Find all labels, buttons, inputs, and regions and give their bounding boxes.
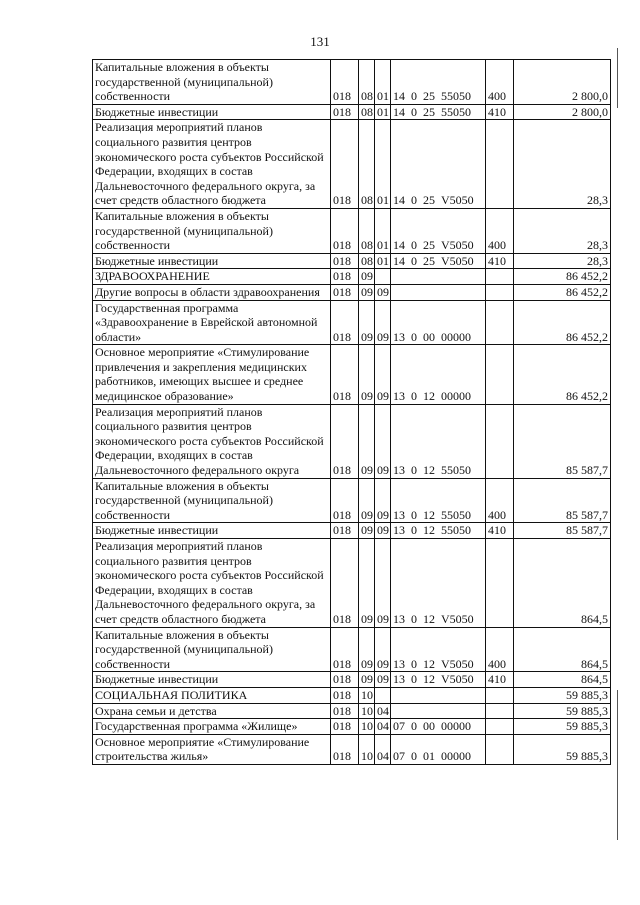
vr-code-cell: 400: [486, 627, 514, 672]
row-name-cell: Бюджетные инвестиции: [93, 104, 331, 120]
gr-code-cell: 018: [331, 104, 359, 120]
rz-code-cell: 08: [359, 208, 375, 253]
csr-code-part: 07: [393, 749, 405, 764]
pr-code-cell: 01: [375, 253, 391, 269]
csr-code-part: 55050: [441, 104, 471, 119]
gr-code-cell: 018: [331, 719, 359, 735]
gr-code-cell: 018: [331, 703, 359, 719]
vr-code-cell: 400: [486, 478, 514, 523]
csr-code-cell: [391, 523, 486, 539]
amount-cell: 28,3: [514, 253, 611, 269]
gr-code-cell: 018: [331, 404, 359, 478]
csr-code-part: 25: [423, 89, 435, 104]
csr-code-cell: [391, 478, 486, 523]
csr-code-cell: [391, 269, 486, 285]
csr-code-part: 00000: [441, 719, 471, 734]
csr-code-part: 0: [411, 656, 417, 671]
gr-code-cell: 018: [331, 539, 359, 628]
csr-code-part: 00000: [441, 329, 471, 344]
csr-code-part: 0: [411, 463, 417, 478]
gr-code-cell: 018: [331, 269, 359, 285]
gr-code-cell: 018: [331, 60, 359, 105]
vr-code-cell: [486, 300, 514, 345]
csr-code-part: 14: [393, 104, 405, 119]
csr-code-part: 13: [393, 389, 405, 404]
rz-code-cell: 09: [359, 627, 375, 672]
csr-code-cell: [391, 539, 486, 628]
csr-code-part: 07: [393, 719, 405, 734]
csr-code-cell: [391, 60, 486, 105]
rz-code-cell: 10: [359, 734, 375, 764]
rz-code-cell: 09: [359, 269, 375, 285]
csr-code-part: 12: [423, 523, 435, 538]
vr-code-cell: [486, 719, 514, 735]
vr-code-cell: [486, 345, 514, 404]
csr-code-part: 0: [411, 719, 417, 734]
rz-code-cell: 10: [359, 719, 375, 735]
csr-code-part: 25: [423, 193, 435, 208]
gr-code-cell: 018: [331, 627, 359, 672]
table-row: [93, 345, 611, 404]
csr-code-part: 01: [423, 749, 435, 764]
row-name-cell: Капитальные вложения в объекты государственной (муниципальной) собственности: [93, 60, 331, 105]
rz-code-cell: 09: [359, 404, 375, 478]
amount-cell: 59 885,3: [514, 703, 611, 719]
csr-code-part: 0: [411, 672, 417, 687]
csr-code-part: 12: [423, 672, 435, 687]
gr-code-cell: 018: [331, 208, 359, 253]
vr-code-cell: [486, 284, 514, 300]
amount-cell: 85 587,7: [514, 404, 611, 478]
pr-code-cell: 04: [375, 703, 391, 719]
gr-code-cell: 018: [331, 253, 359, 269]
csr-code-cell: [391, 120, 486, 209]
rz-code-cell: 08: [359, 120, 375, 209]
pr-code-cell: [375, 687, 391, 703]
csr-code-part: 0: [411, 238, 417, 253]
vr-code-cell: [486, 120, 514, 209]
gr-code-cell: 018: [331, 478, 359, 523]
csr-code-cell: [391, 404, 486, 478]
csr-code-part: V5050: [441, 656, 474, 671]
csr-code-cell: [391, 208, 486, 253]
row-name-cell: Реализация мероприятий планов социального развития центров экономического роста субъектов Российской Федерации, входящих в состав Дальневосточного федерального округа, за счет средств областного бюджета: [93, 539, 331, 628]
csr-code-part: 0: [411, 507, 417, 522]
csr-code-part: 0: [411, 253, 417, 268]
csr-code-cell: [391, 300, 486, 345]
csr-code-part: 0: [411, 104, 417, 119]
rz-code-cell: 08: [359, 253, 375, 269]
csr-code-part: V5050: [441, 253, 474, 268]
scan-edge-mark: [617, 48, 618, 108]
gr-code-cell: 018: [331, 523, 359, 539]
page-number: 131: [310, 34, 330, 49]
csr-code-cell: [391, 703, 486, 719]
pr-code-cell: 01: [375, 60, 391, 105]
amount-cell: 59 885,3: [514, 687, 611, 703]
row-name-cell: Государственная программа «Здравоохранение в Еврейской автономной области»: [93, 300, 331, 345]
table-row: [93, 120, 611, 209]
csr-code-cell: [391, 627, 486, 672]
amount-cell: 2 800,0: [514, 60, 611, 105]
csr-code-cell: [391, 672, 486, 688]
amount-cell: 864,5: [514, 627, 611, 672]
row-name-cell: Бюджетные инвестиции: [93, 672, 331, 688]
csr-code-part: 55050: [441, 89, 471, 104]
vr-code-cell: [486, 269, 514, 285]
csr-code-part: V5050: [441, 193, 474, 208]
table-row: [93, 687, 611, 703]
csr-code-part: 12: [423, 507, 435, 522]
table-row: [93, 734, 611, 764]
vr-code-cell: 410: [486, 104, 514, 120]
pr-code-cell: 09: [375, 404, 391, 478]
csr-code-part: 00: [423, 329, 435, 344]
amount-cell: 28,3: [514, 120, 611, 209]
amount-cell: 86 452,2: [514, 284, 611, 300]
pr-code-cell: 09: [375, 523, 391, 539]
vr-code-cell: [486, 687, 514, 703]
row-name-cell: ЗДРАВООХРАНЕНИЕ: [93, 269, 331, 285]
vr-code-cell: 400: [486, 60, 514, 105]
table-row: [93, 208, 611, 253]
amount-cell: 85 587,7: [514, 523, 611, 539]
pr-code-cell: 04: [375, 734, 391, 764]
csr-code-part: 25: [423, 238, 435, 253]
amount-cell: 86 452,2: [514, 269, 611, 285]
gr-code-cell: 018: [331, 284, 359, 300]
csr-code-part: 13: [393, 329, 405, 344]
table-row: [93, 104, 611, 120]
csr-code-cell: [391, 719, 486, 735]
budget-table-body: [93, 60, 611, 765]
csr-code-part: 12: [423, 656, 435, 671]
vr-code-cell: 400: [486, 208, 514, 253]
table-row: [93, 672, 611, 688]
csr-code-cell: [391, 253, 486, 269]
csr-code-part: 55050: [441, 523, 471, 538]
vr-code-cell: [486, 404, 514, 478]
csr-code-part: 0: [411, 329, 417, 344]
csr-code-part: 0: [411, 389, 417, 404]
pr-code-cell: 09: [375, 539, 391, 628]
rz-code-cell: 10: [359, 687, 375, 703]
csr-code-part: 00: [423, 719, 435, 734]
csr-code-part: V5050: [441, 672, 474, 687]
csr-code-part: 13: [393, 656, 405, 671]
csr-code-cell: [391, 284, 486, 300]
csr-code-part: 14: [393, 193, 405, 208]
row-name-cell: Другие вопросы в области здравоохранения: [93, 284, 331, 300]
row-name-cell: Капитальные вложения в объекты государственной (муниципальной) собственности: [93, 208, 331, 253]
vr-code-cell: 410: [486, 672, 514, 688]
csr-code-part: 13: [393, 523, 405, 538]
pr-code-cell: [375, 269, 391, 285]
row-name-cell: Бюджетные инвестиции: [93, 253, 331, 269]
rz-code-cell: 09: [359, 345, 375, 404]
rz-code-cell: 08: [359, 104, 375, 120]
csr-code-part: 55050: [441, 507, 471, 522]
pr-code-cell: 01: [375, 208, 391, 253]
table-row: [93, 523, 611, 539]
rz-code-cell: 10: [359, 703, 375, 719]
row-name-cell: Государственная программа «Жилище»: [93, 719, 331, 735]
vr-code-cell: 410: [486, 523, 514, 539]
row-name-cell: Реализация мероприятий планов социального развития центров экономического роста субъектов Российской Федерации, входящих в состав Дальневосточного федерального округа, за счет средств областного бюджета: [93, 120, 331, 209]
amount-cell: 86 452,2: [514, 345, 611, 404]
rz-code-cell: 09: [359, 478, 375, 523]
table-row: [93, 284, 611, 300]
pr-code-cell: 09: [375, 300, 391, 345]
csr-code-part: 00000: [441, 749, 471, 764]
budget-table: [92, 59, 611, 765]
amount-cell: 86 452,2: [514, 300, 611, 345]
csr-code-cell: [391, 734, 486, 764]
csr-code-cell: [391, 104, 486, 120]
row-name-cell: Капитальные вложения в объекты государственной (муниципальной) собственности: [93, 478, 331, 523]
vr-code-cell: [486, 734, 514, 764]
amount-cell: 59 885,3: [514, 719, 611, 735]
csr-code-part: 00000: [441, 389, 471, 404]
csr-code-cell: [391, 345, 486, 404]
csr-code-part: 0: [411, 523, 417, 538]
csr-code-part: 13: [393, 463, 405, 478]
pr-code-cell: 09: [375, 672, 391, 688]
csr-code-part: 55050: [441, 463, 471, 478]
table-row: [93, 719, 611, 735]
csr-code-part: 12: [423, 389, 435, 404]
csr-code-part: 14: [393, 238, 405, 253]
vr-code-cell: [486, 539, 514, 628]
amount-cell: 59 885,3: [514, 734, 611, 764]
csr-code-part: V5050: [441, 238, 474, 253]
gr-code-cell: 018: [331, 672, 359, 688]
gr-code-cell: 018: [331, 345, 359, 404]
gr-code-cell: 018: [331, 687, 359, 703]
row-name-cell: Основное мероприятие «Стимулирование строительства жилья»: [93, 734, 331, 764]
table-row: [93, 478, 611, 523]
table-row: [93, 703, 611, 719]
rz-code-cell: 09: [359, 672, 375, 688]
vr-code-cell: [486, 703, 514, 719]
csr-code-part: 0: [411, 749, 417, 764]
pr-code-cell: 09: [375, 627, 391, 672]
rz-code-cell: 08: [359, 60, 375, 105]
row-name-cell: Основное мероприятие «Стимулирование привлечения и закрепления медицинских работников, имеющих высшее и среднее медицинское образование»: [93, 345, 331, 404]
csr-code-part: 0: [411, 193, 417, 208]
amount-cell: 28,3: [514, 208, 611, 253]
csr-code-part: 25: [423, 104, 435, 119]
table-row: [93, 300, 611, 345]
amount-cell: 864,5: [514, 672, 611, 688]
csr-code-part: 0: [411, 611, 417, 626]
csr-code-part: 14: [393, 89, 405, 104]
csr-code-cell: [391, 687, 486, 703]
rz-code-cell: 09: [359, 284, 375, 300]
table-row: [93, 539, 611, 628]
table-row: [93, 269, 611, 285]
row-name-cell: Капитальные вложения в объекты государственной (муниципальной) собственности: [93, 627, 331, 672]
rz-code-cell: 09: [359, 539, 375, 628]
row-name-cell: Охрана семьи и детства: [93, 703, 331, 719]
amount-cell: 2 800,0: [514, 104, 611, 120]
csr-code-part: 12: [423, 611, 435, 626]
rz-code-cell: 09: [359, 300, 375, 345]
pr-code-cell: 09: [375, 284, 391, 300]
csr-code-part: 13: [393, 672, 405, 687]
table-row: [93, 60, 611, 105]
amount-cell: 864,5: [514, 539, 611, 628]
csr-code-part: 14: [393, 253, 405, 268]
csr-code-part: 13: [393, 507, 405, 522]
csr-code-part: V5050: [441, 611, 474, 626]
csr-code-part: 25: [423, 253, 435, 268]
rz-code-cell: 09: [359, 523, 375, 539]
row-name-cell: Реализация мероприятий планов социального развития центров экономического роста субъектов Российской Федерации, входящих в состав Дальневосточного федерального округа: [93, 404, 331, 478]
row-name-cell: СОЦИАЛЬНАЯ ПОЛИТИКА: [93, 687, 331, 703]
csr-code-part: 0: [411, 89, 417, 104]
amount-cell: 85 587,7: [514, 478, 611, 523]
gr-code-cell: 018: [331, 300, 359, 345]
table-row: [93, 627, 611, 672]
gr-code-cell: 018: [331, 120, 359, 209]
gr-code-cell: 018: [331, 734, 359, 764]
pr-code-cell: 04: [375, 719, 391, 735]
vr-code-cell: 410: [486, 253, 514, 269]
scan-edge-mark: [617, 690, 618, 840]
pr-code-cell: 09: [375, 478, 391, 523]
table-row: [93, 253, 611, 269]
table-row: [93, 404, 611, 478]
pr-code-cell: 01: [375, 120, 391, 209]
pr-code-cell: 09: [375, 345, 391, 404]
csr-code-part: 13: [393, 611, 405, 626]
pr-code-cell: 01: [375, 104, 391, 120]
row-name-cell: Бюджетные инвестиции: [93, 523, 331, 539]
csr-code-part: 12: [423, 463, 435, 478]
